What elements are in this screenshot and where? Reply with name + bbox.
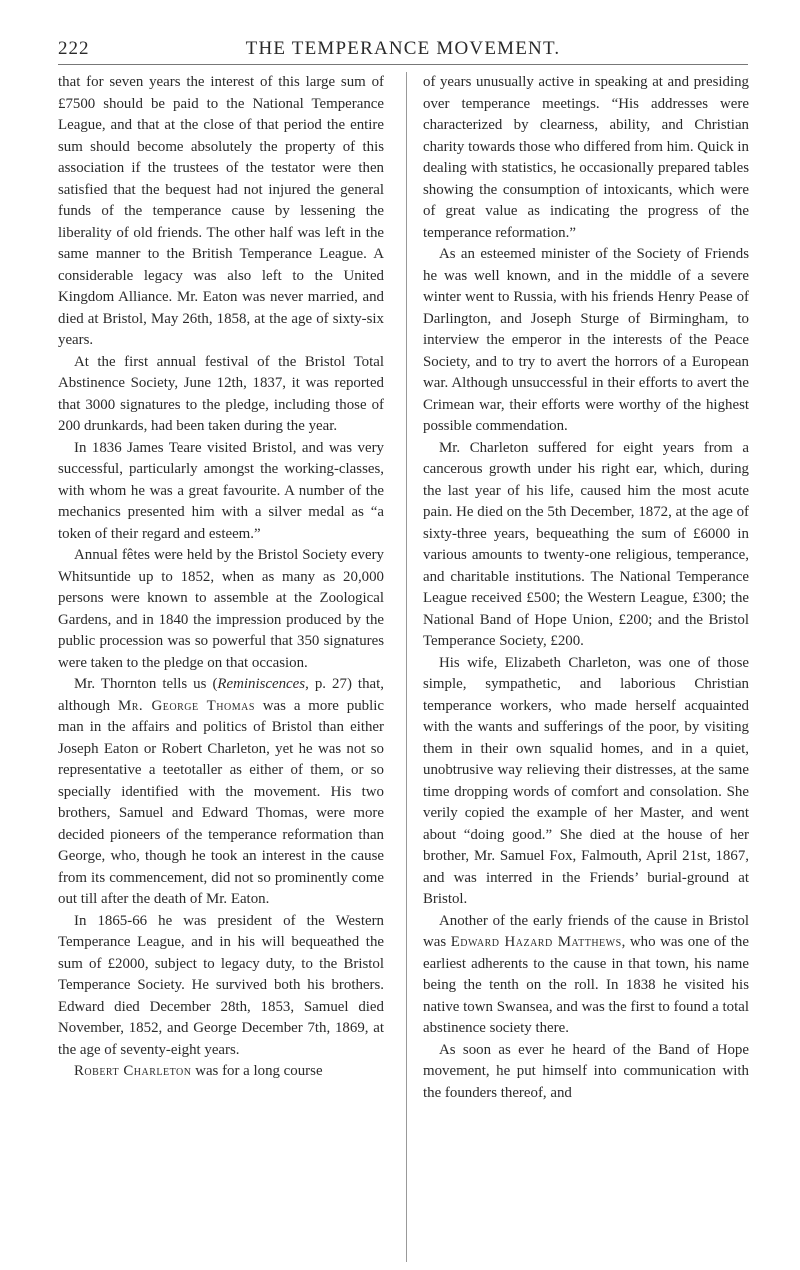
- column-divider: [406, 72, 407, 1262]
- paragraph: that for seven years the interest of this large sum of £7500 should be paid to the National Temperance League, and that at the close of that period the entire sum should become absolutely the property of this association if the trustees of the testator were then satisfied that the bequest had not injured the general funds of the temperance cause by lessening the liberality of old friends. The other half was left in the same manner to the British Temperance League. A considerable legacy was also left to the United Kingdom Alliance. Mr. Eaton was never married, and died at Bristol, May 26th, 1858, at the age of sixty-six years.: [58, 74, 384, 348]
- paragraph: Mr. Charleton suffered for eight years from a cancerous growth under his right ear, which, during the last year of his life, caused him the most acute pain. He died on the 5th December, 1872, at the age of sixty-three years, bequeathing the sum of £6000 in various amounts to twenty-one religious, temperance, and charitable institutions. The National Temperance League received £500; the Western League, £300; the National Band of Hope Union, £200; and the Bristol Temperance Society, £200.: [423, 439, 749, 649]
- text-run: was a more public man in the affairs and politics of Bristol than either Joseph Eaton or Robert Charleton, yet he was not so representative a teetotaller as either of them, or so specially identified with the movement. His two brothers, Samuel and Edward Thomas, were more decided pioneers of the temperance reformation than George, who, though he took an interest in the cause from its commencement, did not so prominently come out till after the death of Mr. Eaton.: [58, 697, 384, 907]
- right-column: [423, 72, 749, 1104]
- page-number: 222: [58, 38, 90, 59]
- paragraph: of years unusually active in speaking at and presiding over temperance meetings. “His addresses were characterized by clearness, ability, and Christian charity towards those who differed from him. Quick in dealing with statistics, he occasionally prepared tables showing the consumption of intoxicants, which were of great value as indicating the progress of the temperance reformation.”: [423, 74, 750, 241]
- paragraph: Annual fêtes were held by the Bristol Society every Whitsuntide up to 1852, when as many as 20,000 persons were known to assemble at the Zoological Gardens, and in 1840 the impression produced by the public procession was so powerful that 350 signatures were taken to the pledge on that occasion.: [58, 547, 384, 671]
- running-title: THE TEMPERANCE MOVEMENT.: [245, 38, 561, 59]
- person-name: Robert Charleton: [74, 1063, 192, 1079]
- paragraph: In 1836 James Teare visited Bristol, and was very successful, particularly amongst the working-classes, with whom he was a great favourite. A number of the mechanics presented him with a silver medal as “a token of their regard and esteem.”: [58, 439, 384, 542]
- text-run: Mr. Thornton tells us (: [74, 676, 218, 692]
- text-run: , who was one of the earliest adherents to the cause in that town, his name being the tenth on the roll. In 1838 he visited his native town Swansea, and was the first to found a total abstinence society there.: [423, 934, 749, 1036]
- paragraph: As an esteemed minister of the Society of Friends he was well known, and in the middle of a severe winter went to Russia, with his friends Henry Pease of Darlington, and Joseph Sturge of Birmingham, to interview the emperor in the interests of the Peace Society, and to try to avert the horrors of a European war. Although unsuccessful in their efforts to avert the Crimean war, their efforts were worthy of the highest possible commendation.: [423, 246, 749, 434]
- paragraph: As soon as ever he heard of the Band of Hope movement, he put himself into communication with the founders thereof, and: [423, 1041, 749, 1101]
- paragraph: [58, 674, 384, 911]
- text-run: , p. 27) that, although: [58, 676, 384, 714]
- paragraph: In 1865-66 he was president of the Western Temperance League, and in his will bequeathed the sum of £2000, subject to legacy duty, to the Bristol Temperance Society. He survived both his brothers. Edward died December 28th, 1853, Samuel died November, 1852, and George December 7th, 1869, at the age of seventy-eight years.: [58, 912, 384, 1058]
- text-run: Another of the early friends of the cause in Bristol was: [423, 912, 749, 950]
- person-name: Edward Hazard Matthews: [450, 934, 622, 950]
- paragraph: His wife, Elizabeth Charleton, was one of those simple, sympathetic, and laborious Christian temperance workers, who made herself acquainted with the wants and sufferings of the poor, by visiting them in their own squalid homes, and in a quiet, unobtrusive way relieving their distresses, at the same time dropping words of comfort and consolation. She verily copied the example of her Master, and went about “doing good.” She died at the house of her brother, Mr. Samuel Fox, Falmouth, April 21st, 1867, and was interred in the Friends’ burial-ground at Bristol.: [423, 654, 749, 907]
- page-header: [58, 38, 748, 62]
- paragraph: [423, 911, 749, 1040]
- person-name: Mr. George Thomas: [117, 697, 255, 714]
- text-run: was for a long course: [191, 1063, 323, 1079]
- paragraph: At the first annual festival of the Bristol Total Abstinence Society, June 12th, 1837, it was reported that 3000 signatures to the pledge, including those of 200 drunkards, had been taken during the year.: [58, 353, 384, 434]
- paragraph: [58, 1061, 384, 1083]
- header-rule: [58, 64, 748, 65]
- book-title: Reminiscences: [217, 676, 306, 692]
- left-column: [58, 72, 384, 1083]
